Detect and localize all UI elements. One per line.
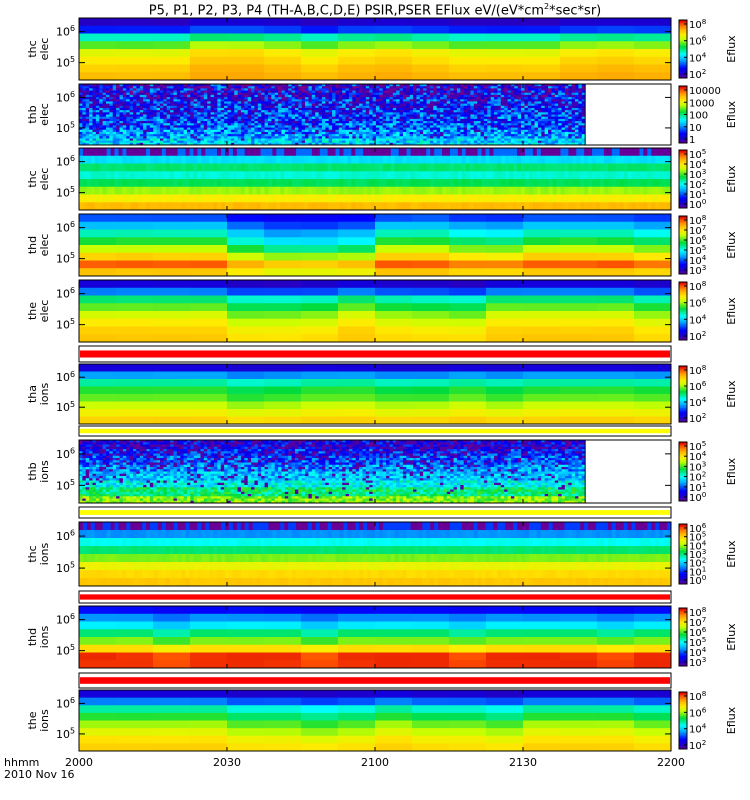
y-tick-label: $10^6$	[55, 612, 75, 627]
colorbar-label: Eflux	[725, 457, 738, 486]
colorbar-label: Eflux	[725, 231, 738, 259]
heatmap-cells	[79, 606, 671, 668]
colorbar-tick-label: $10^3$	[689, 167, 707, 181]
colorbar-tick-label: $10^2$	[689, 67, 707, 81]
colorbar	[679, 279, 738, 343]
colorbar-tick-label: $10^8$	[689, 689, 707, 703]
colorbar-tick-label: 1	[689, 135, 696, 146]
x-tick-label: 2200	[657, 756, 685, 769]
panel-thc-elec-top	[26, 17, 738, 81]
footer-unit: hhmm	[4, 756, 40, 769]
heatmap-cells	[79, 364, 671, 424]
colorbar-tick-label: $10^5$	[689, 635, 707, 649]
colorbar-tick-label: $10^6$	[689, 379, 707, 393]
colorbar-tick-label: $10^1$	[689, 479, 707, 494]
panel-ylabel	[26, 38, 51, 61]
strip-band	[80, 510, 670, 515]
panel-thb-ions	[26, 439, 738, 504]
colorbar-tick-label: $10^4$	[689, 157, 707, 171]
colorbar-tick-label: $10^1$	[689, 187, 707, 201]
strip-band	[80, 350, 670, 357]
colorbar-tick-label: $10^4$	[689, 449, 707, 464]
colorbar-tick-label: $10^8$	[689, 279, 707, 293]
heatmap-cells	[79, 522, 671, 586]
y-tick-label: $10^6$	[55, 286, 75, 301]
colorbar-label: Eflux	[725, 35, 738, 63]
colorbar	[679, 213, 738, 277]
colorbar-tick-label: $10^6$	[689, 521, 707, 535]
colorbar	[679, 605, 738, 669]
colorbar-tick-label: $10^0$	[689, 573, 707, 587]
colorbar-tick-label: $10^2$	[689, 469, 707, 484]
svg-text:elec: elec	[38, 103, 51, 126]
panel-thc-ions	[26, 521, 738, 587]
colorbar-tick-label: $10^6$	[689, 233, 707, 247]
colorbar-label: Eflux	[725, 165, 738, 193]
heatmap-cells	[79, 84, 586, 145]
strip-band	[80, 677, 670, 684]
y-tick-label: $10^6$	[55, 528, 75, 544]
colorbar-label: Eflux	[725, 100, 738, 129]
colorbar-label: Eflux	[725, 540, 738, 568]
y-tick-label: $10^5$	[55, 55, 75, 70]
colorbar-label: Eflux	[725, 297, 738, 325]
y-tick-label: $10^5$	[55, 317, 75, 332]
colorbar-tick-label: $10^2$	[689, 411, 707, 425]
colorbar-tick-label: $10^4$	[689, 721, 707, 736]
x-tick-label: 2030	[213, 756, 241, 769]
colorbar-tick-label: $10^2$	[689, 738, 707, 752]
no-data-region	[585, 440, 671, 503]
panel-ylabel	[26, 103, 51, 126]
panel-ylabel	[26, 625, 51, 648]
colorbar	[679, 17, 738, 81]
colorbar-tick-label: $10^5$	[689, 439, 707, 453]
colorbar-tick-label: $10^3$	[689, 263, 707, 277]
panel-thc-strip	[79, 507, 671, 518]
colorbar-tick-label: $10^1$	[689, 564, 707, 579]
heatmap-cells	[79, 148, 671, 210]
colorbar-tick-label: 1000	[689, 98, 715, 110]
x-axis-labels	[65, 756, 685, 769]
y-tick-label: $10^5$	[55, 120, 75, 135]
panel-thd-ions	[26, 605, 738, 669]
chart-title: P5, P1, P2, P3, P4 (TH-A,B,C,D,E) PSIR,PSER EFlux $eV/(eV*cm^2*\sec*sr)$	[148, 2, 602, 19]
colorbar-tick-label: $10^8$	[689, 605, 707, 619]
colorbar-tick-label: $10^6$	[689, 295, 707, 310]
x-tick-label: 2130	[509, 756, 537, 769]
colorbar-label: Eflux	[725, 380, 738, 408]
colorbar-tick-label: $10^3$	[689, 459, 707, 474]
colorbar	[679, 86, 738, 146]
panel-ylabel	[26, 300, 51, 323]
y-tick-label: $10^5$	[55, 399, 75, 415]
svg-text:thb: thb	[26, 105, 39, 124]
heatmap-cells	[79, 18, 671, 80]
x-tick-label: 2000	[65, 756, 93, 769]
colorbar-tick-label: $10^8$	[689, 17, 707, 31]
y-tick-label: $10^6$	[55, 24, 75, 39]
colorbar-tick-label: $10^7$	[689, 223, 707, 237]
panel-the-elec	[26, 279, 738, 343]
colorbar-tick-label: 100	[689, 110, 709, 122]
colorbar-tick-label: 10000	[689, 86, 721, 97]
svg-text:thc: thc	[26, 40, 39, 58]
panel-thd-elec	[26, 213, 738, 277]
y-tick-label: $10^5$	[55, 251, 75, 266]
heatmap-cells	[79, 280, 671, 342]
colorbar-tick-label: $10^0$	[689, 490, 707, 504]
y-tick-label: $10^6$	[55, 220, 75, 235]
y-tick-label: $10^6$	[55, 154, 75, 169]
colorbar-tick-label: $10^5$	[689, 243, 707, 257]
colorbar-tick-label: $10^4$	[689, 50, 707, 65]
y-tick-label: $10^5$	[55, 560, 75, 576]
panel-thb-strip	[79, 426, 671, 436]
panel-thd-strip	[79, 591, 671, 603]
colorbar-tick-label: $10^5$	[689, 147, 707, 161]
colorbar-tick-label: $10^6$	[689, 705, 707, 720]
colorbar-tick-label: $10^7$	[689, 615, 707, 629]
panel-tha-strip	[79, 346, 671, 362]
panel-ylabel	[26, 709, 51, 732]
heatmap-cells	[79, 440, 586, 503]
y-tick-label: $10^6$	[55, 446, 75, 461]
panel-ylabel	[26, 542, 51, 565]
strip-band	[80, 594, 670, 599]
colorbar-tick-label: 10	[689, 122, 702, 134]
colorbar-tick-label: $10^2$	[689, 329, 707, 343]
panel-ylabel	[26, 234, 51, 257]
colorbar-tick-label: $10^2$	[689, 177, 707, 191]
colorbar-tick-label: $10^5$	[689, 529, 707, 544]
panel-tha-ions	[26, 363, 738, 425]
colorbar-tick-label: $10^2$	[689, 555, 707, 570]
y-tick-label: $10^5$	[55, 643, 75, 658]
colorbar-label: Eflux	[725, 706, 738, 735]
colorbar-tick-label: $10^6$	[689, 625, 707, 639]
y-tick-label: $10^5$	[55, 477, 75, 493]
colorbar-tick-label: $10^4$	[689, 538, 707, 553]
svg-text:elec: elec	[38, 37, 51, 61]
panel-the-ions	[26, 689, 738, 752]
colorbar	[679, 521, 738, 587]
colorbar-tick-label: $10^4$	[689, 312, 707, 327]
y-tick-label: $10^6$	[55, 90, 75, 105]
colorbar	[679, 439, 738, 504]
colorbar-tick-label: $10^4$	[689, 645, 707, 659]
panel-ylabel	[26, 382, 51, 405]
colorbar-tick-label: $10^4$	[689, 395, 707, 409]
heatmap-cells	[79, 214, 671, 276]
colorbar-tick-label: $10^3$	[689, 547, 707, 561]
footer-date: 2010 Nov 16	[4, 768, 75, 781]
x-tick-label: 2100	[361, 756, 389, 769]
no-data-region	[585, 84, 671, 145]
strip-band	[80, 429, 670, 433]
colorbar-label: Eflux	[725, 623, 738, 651]
colorbar	[679, 363, 738, 425]
colorbar	[679, 147, 738, 211]
panel-thb-elec	[26, 84, 738, 146]
y-tick-label: $10^5$	[55, 185, 75, 200]
colorbar-tick-label: $10^3$	[689, 655, 707, 669]
y-tick-label: $10^5$	[55, 726, 75, 741]
colorbar	[679, 689, 738, 752]
colorbar-tick-label: $10^6$	[689, 33, 707, 48]
colorbar-tick-label: $10^8$	[689, 213, 707, 227]
panel-the-strip	[79, 673, 671, 688]
y-tick-label: $10^6$	[55, 696, 75, 711]
colorbar-tick-label: $10^0$	[689, 197, 707, 211]
y-tick-label: $10^6$	[55, 369, 75, 385]
panel-ylabel	[26, 168, 51, 191]
heatmap-cells	[79, 690, 671, 751]
colorbar-tick-label: $10^8$	[689, 363, 707, 377]
panel-thc-elec	[26, 147, 738, 211]
panel-ylabel	[26, 460, 51, 483]
colorbar-tick-label: $10^4$	[689, 253, 707, 267]
